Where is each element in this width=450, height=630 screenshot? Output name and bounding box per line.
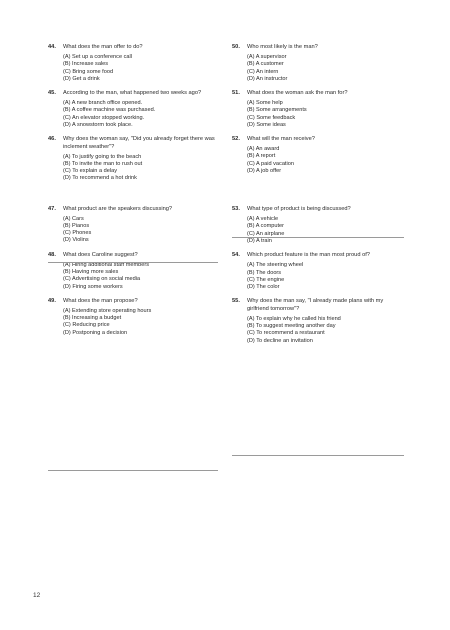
answer-option: (D) Get a drink — [63, 75, 100, 82]
left-column — [48, 44, 218, 337]
answer-option: (D) A snowstorm took place. — [63, 121, 133, 128]
question-block — [48, 206, 218, 245]
question-block — [232, 252, 404, 291]
question-block — [232, 136, 404, 175]
question-number: 49. — [48, 297, 56, 304]
question-block — [232, 206, 404, 245]
answer-options — [48, 154, 218, 183]
answer-option: (B) A computer — [247, 223, 284, 230]
answer-option: (C) To recommend a restaurant — [247, 330, 325, 337]
section-divider — [48, 470, 218, 471]
answer-option: (B) Some arrangements — [247, 107, 307, 114]
answer-option: (C) Reducing price — [63, 322, 110, 329]
question-text: What will the man receive? — [247, 136, 315, 143]
answer-option: (C) An intern — [247, 68, 279, 75]
answer-option: (A) Cars — [63, 215, 84, 222]
answer-option: (A) Extending store operating hours — [63, 307, 152, 314]
question-text: What does the man propose? — [63, 297, 138, 304]
question-text: Why does the woman say, "Did you already forget there was inclement weather"? — [63, 136, 215, 150]
answer-option: (B) To suggest meeting another day — [247, 323, 336, 330]
answer-option: (C) Bring some food — [63, 68, 114, 75]
answer-options — [232, 100, 404, 129]
answer-options — [232, 262, 404, 291]
answer-option: (B) Increasing a budget — [63, 315, 122, 322]
answer-option: (D) Postponing a decision — [63, 329, 128, 336]
question-number: 55. — [232, 298, 240, 305]
answer-options — [232, 54, 404, 83]
answer-options — [48, 262, 218, 291]
answer-option: (A) An award — [247, 146, 280, 153]
question-block — [48, 90, 218, 129]
question-number: 44. — [48, 44, 56, 50]
question-number: 48. — [48, 251, 56, 258]
answer-option: (C) The engine — [247, 276, 285, 283]
answer-option: (C) An airplane — [247, 230, 285, 237]
answer-option: (D) A train — [247, 238, 272, 245]
answer-option: (D) To recommend a hot drink — [63, 175, 137, 182]
section-divider — [48, 262, 218, 263]
answer-option: (A) Set up a conference call — [63, 53, 133, 60]
answer-option: (D) The color — [247, 284, 280, 291]
question-text: What does Caroline suggest? — [63, 251, 138, 258]
answer-option: (D) Violins — [63, 237, 89, 244]
answer-option: (D) Some ideas — [247, 121, 286, 128]
answer-option: (C) Some feedback — [247, 114, 296, 121]
question-number: 46. — [48, 136, 56, 143]
answer-options — [48, 54, 218, 83]
answer-option: (C) Phones — [63, 230, 92, 237]
question-block — [48, 252, 218, 291]
answer-option: (B) A coffee machine was purchased. — [63, 107, 156, 114]
answer-option: (A) Hiring additional staff members — [63, 261, 150, 268]
answer-option: (C) An elevator stopped working. — [63, 114, 145, 121]
answer-options — [48, 100, 218, 129]
answer-options — [232, 146, 404, 175]
answer-option: (D) An instructor — [247, 75, 288, 82]
answer-option: (A) The steering wheel — [247, 262, 304, 269]
answer-options — [232, 216, 404, 245]
question-number: 52. — [232, 136, 240, 143]
section-divider — [232, 455, 404, 456]
answer-option: (D) Firing some workers — [63, 283, 123, 290]
answer-option: (B) To invite the man to rush out — [63, 160, 143, 167]
question-text: What does the woman ask the man for? — [247, 90, 348, 97]
question-text: Why does the man say, "I already made plans with my girlfriend tomorrow"? — [247, 298, 384, 312]
question-number: 50. — [232, 44, 240, 50]
answer-option: (B) Increase sales — [63, 61, 109, 68]
question-block — [48, 136, 218, 183]
answer-option: (B) Pianos — [63, 222, 90, 229]
question-text: Which product feature is the man most proud of? — [247, 252, 370, 259]
question-text: Who most likely is the man? — [247, 44, 318, 50]
question-block — [232, 90, 404, 129]
answer-option: (C) A paid vacation — [247, 160, 294, 167]
question-number: 45. — [48, 90, 56, 97]
question-text: What does the man offer to do? — [63, 44, 143, 50]
right-column — [232, 44, 404, 345]
question-block — [232, 44, 404, 83]
question-number: 54. — [232, 252, 240, 259]
question-number: 51. — [232, 90, 240, 97]
answer-option: (B) A customer — [247, 61, 284, 68]
question-block — [48, 298, 218, 337]
answer-option: (A) A supervisor — [247, 53, 287, 60]
answer-options — [48, 308, 218, 337]
question-text: What type of product is being discussed? — [247, 206, 351, 213]
answer-option: (D) To decline an invitation — [247, 337, 313, 344]
answer-option: (A) A vehicle — [247, 216, 279, 223]
answer-option: (D) A job offer — [247, 167, 282, 174]
question-block — [48, 44, 218, 83]
answer-option: (B) Having more sales — [63, 268, 119, 275]
question-number: 53. — [232, 206, 240, 213]
answer-option: (A) To justify going to the beach — [63, 153, 142, 160]
question-text: According to the man, what happened two weeks ago? — [63, 90, 202, 97]
answer-options — [232, 316, 404, 345]
section-divider — [232, 237, 404, 238]
answer-options — [48, 216, 218, 245]
answer-option: (A) A new branch office opened. — [63, 100, 143, 106]
answer-option: (B) The doors — [247, 269, 282, 276]
answer-option: (A) Some help — [247, 100, 283, 106]
page-number: 12 — [33, 592, 41, 599]
answer-option: (B) A report — [247, 153, 276, 160]
question-number: 47. — [48, 205, 56, 212]
answer-option: (A) To explain why he called his friend — [247, 315, 341, 322]
question-block — [232, 298, 404, 345]
answer-option: (C) Advertising on social media — [63, 276, 141, 283]
question-text: What product are the speakers discussing? — [63, 205, 173, 212]
answer-option: (C) To explain a delay — [63, 168, 117, 175]
